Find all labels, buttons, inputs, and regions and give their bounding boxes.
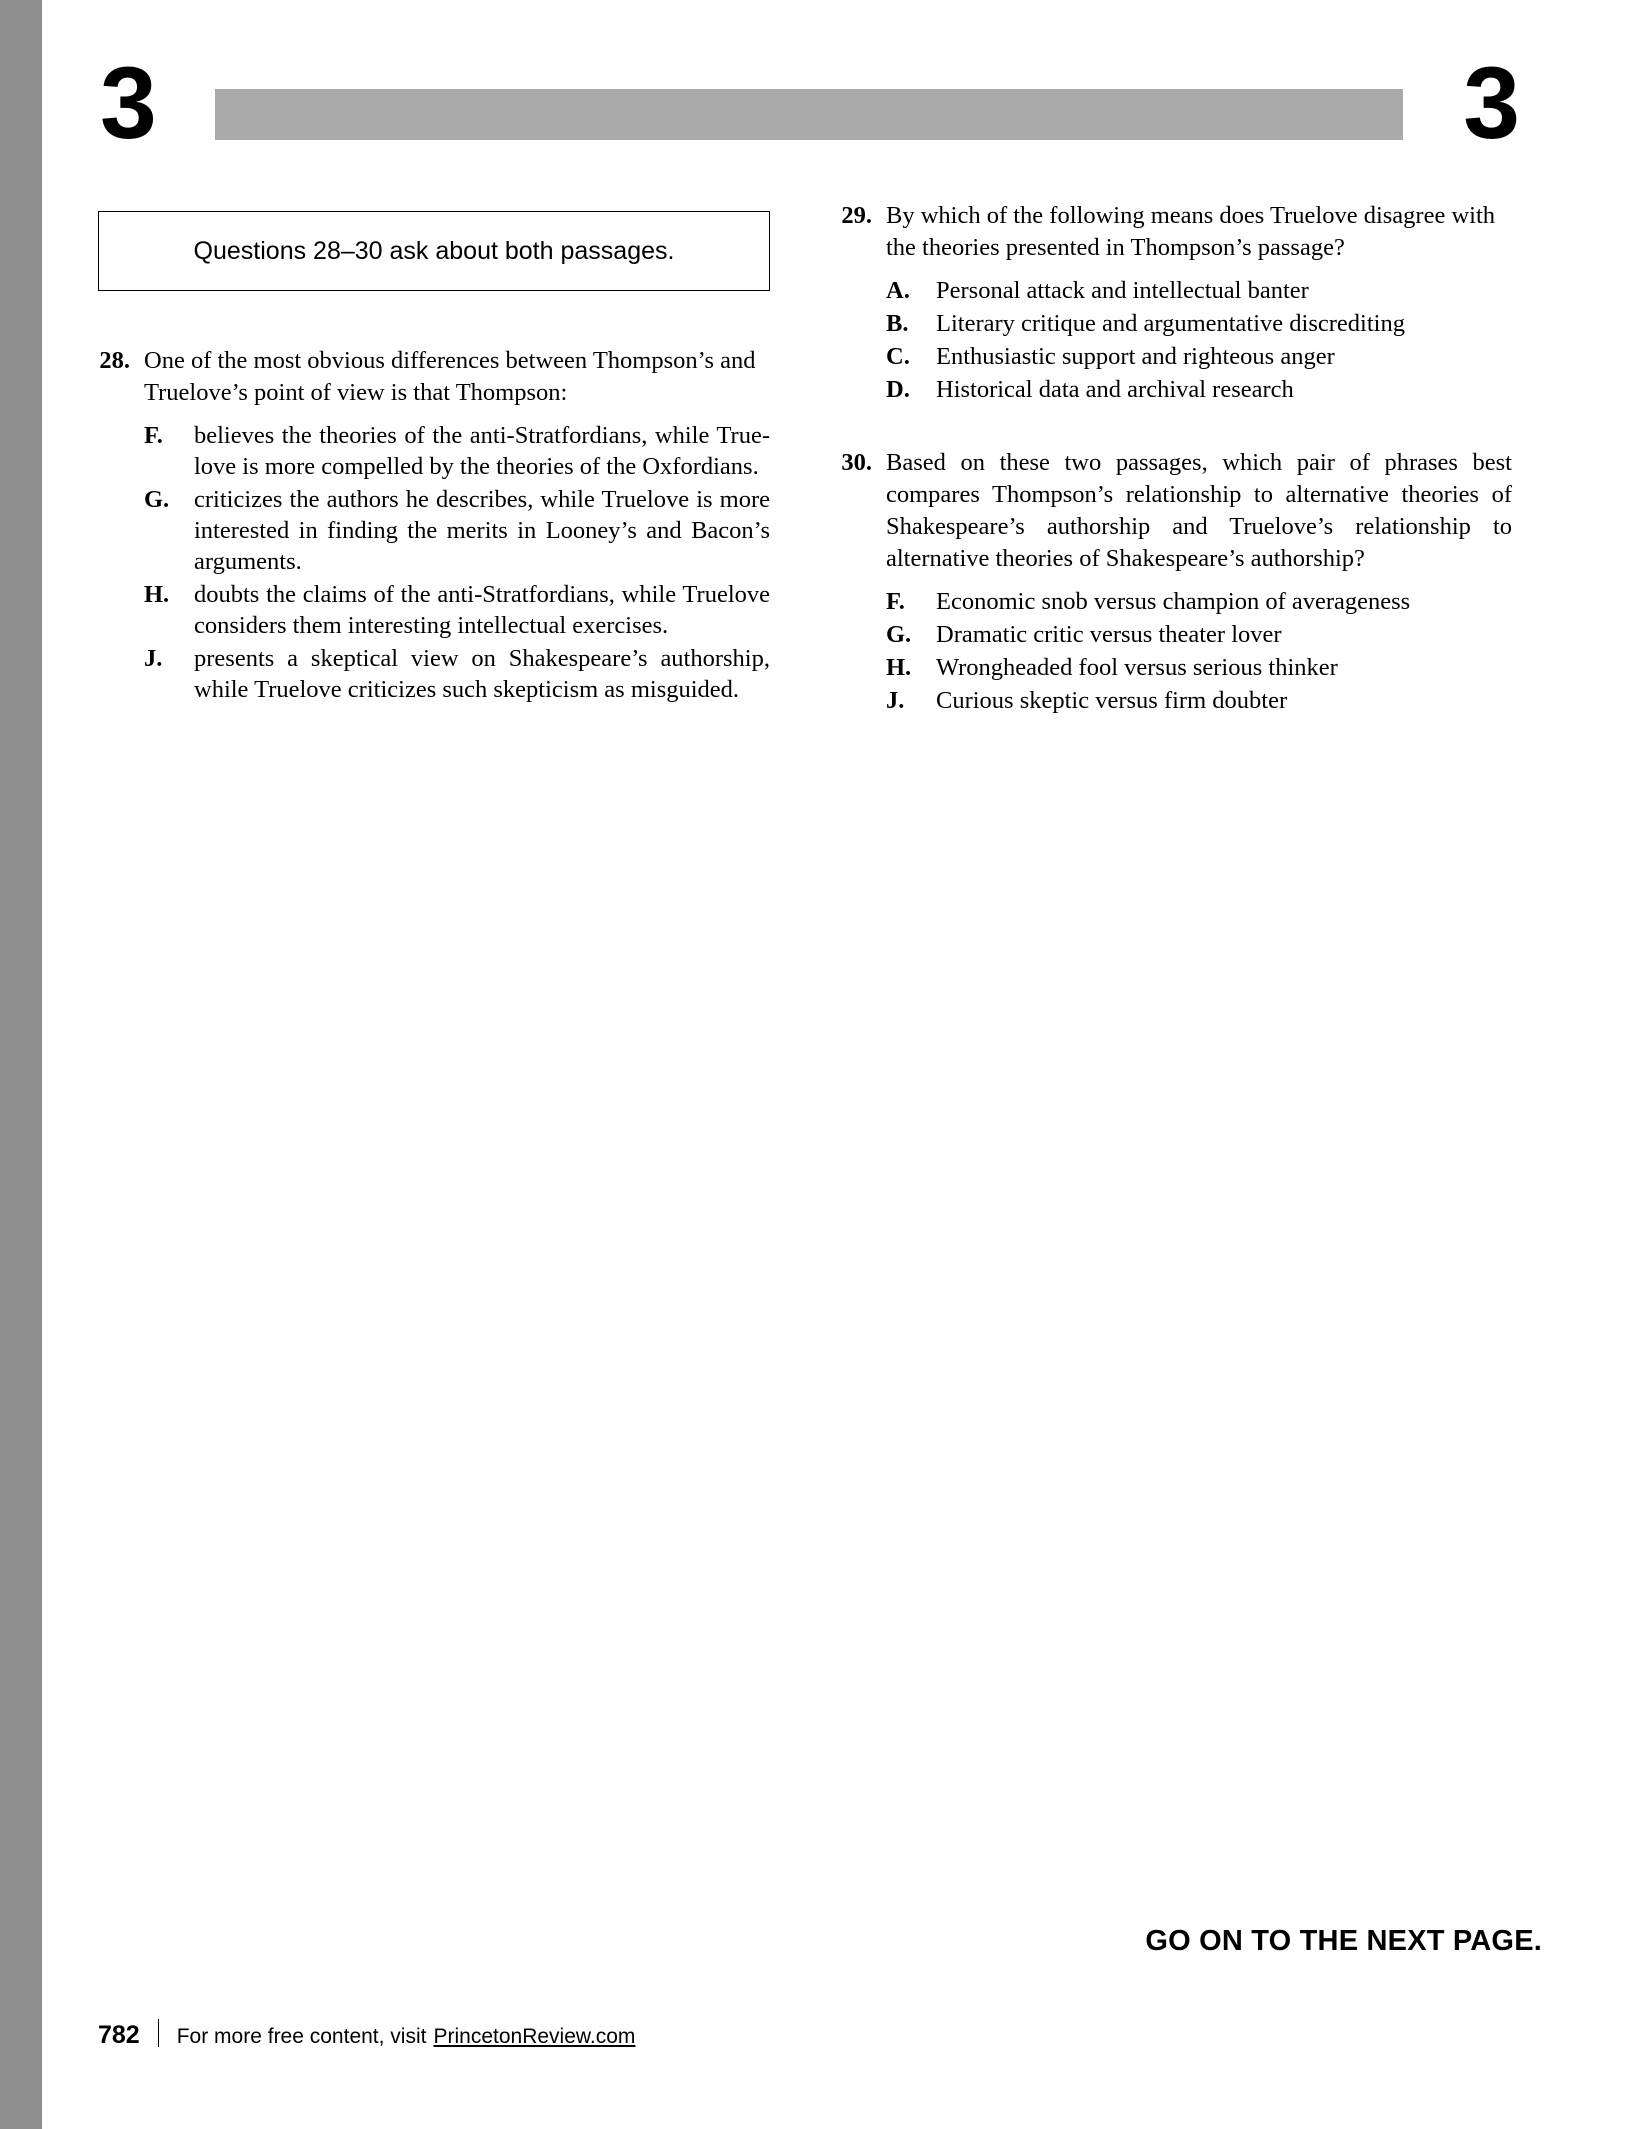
footer-link[interactable]: PrincetonReview.com bbox=[433, 2025, 636, 2048]
page-header bbox=[100, 46, 1520, 162]
choice-text: Personal attack and intellectual banter bbox=[936, 277, 1309, 304]
answer-choice[interactable] bbox=[886, 308, 1512, 339]
answer-choice[interactable] bbox=[144, 643, 770, 705]
page-footer bbox=[98, 2015, 635, 2050]
footer-divider bbox=[158, 2019, 159, 2047]
answer-choices bbox=[840, 586, 1512, 716]
question-number: 29. bbox=[841, 202, 872, 229]
choice-text: Literary critique and argumentative discrediting bbox=[936, 310, 1405, 337]
choice-text: doubts the claims of the anti-Stratfordians, while Truelove considers them interesting intellectual exercises. bbox=[194, 581, 770, 639]
question-stem: By which of the following means does Truelove disagree with the theories presented in Thompson’s passage? bbox=[886, 202, 1496, 261]
question-29 bbox=[840, 200, 1512, 405]
answer-choice[interactable] bbox=[886, 619, 1512, 650]
choice-letter: D. bbox=[886, 376, 910, 403]
answer-choices bbox=[840, 275, 1512, 405]
answer-choices bbox=[98, 420, 770, 705]
choice-letter: F. bbox=[886, 588, 905, 615]
choice-letter: J. bbox=[886, 687, 905, 714]
choice-text: Dramatic critic versus theater lover bbox=[936, 621, 1282, 648]
choice-letter: F. bbox=[144, 422, 163, 449]
answer-choice[interactable] bbox=[886, 586, 1512, 617]
answer-choice[interactable] bbox=[886, 275, 1512, 306]
choice-letter: B. bbox=[886, 310, 909, 337]
answer-choice[interactable] bbox=[144, 484, 770, 577]
column-left bbox=[98, 345, 770, 735]
page-left-gutter-bar bbox=[0, 0, 42, 2129]
footer-text: For more free content, visit bbox=[176, 2025, 427, 2048]
answer-choice[interactable] bbox=[886, 685, 1512, 716]
go-on-notice: GO ON TO THE NEXT PAGE. bbox=[1145, 1925, 1542, 1957]
column-right bbox=[840, 200, 1512, 746]
choice-text: Curious skeptic versus firm doubter bbox=[936, 687, 1288, 714]
answer-choice[interactable] bbox=[886, 652, 1512, 683]
question-stem: Based on these two passages, which pair of phrases best compares Thompson’s relationship to alternative theories of Shakespeare’s authorship and Truelove’s relationship to alternative theories of Shakespeare’s authorship? bbox=[886, 449, 1512, 572]
question-stem: One of the most obvious differences between Thompson’s and Truelove’s point of view is that Thompson: bbox=[144, 347, 756, 406]
question-number: 28. bbox=[99, 347, 130, 374]
choice-text: Enthusiastic support and righteous anger bbox=[936, 343, 1335, 370]
directions-text: Questions 28–30 ask about both passages. bbox=[193, 236, 675, 265]
answer-choice[interactable] bbox=[144, 579, 770, 641]
choice-letter: J. bbox=[144, 645, 163, 672]
question-number: 30. bbox=[841, 449, 872, 476]
answer-choice[interactable] bbox=[886, 374, 1512, 405]
answer-choice[interactable] bbox=[886, 341, 1512, 372]
choice-text: believes the theories of the anti-Stratfordians, while True-love is more compelled by the theories of the Oxfordians. bbox=[194, 422, 770, 480]
question-30 bbox=[840, 447, 1512, 716]
choice-text: criticizes the authors he describes, while Truelove is more interested in finding the merits in Looney’s and Bacon’s arguments. bbox=[194, 486, 770, 575]
choice-text: Economic snob versus champion of averageness bbox=[936, 588, 1411, 615]
choice-letter: C. bbox=[886, 343, 910, 370]
choice-text: Wrongheaded fool versus serious thinker bbox=[936, 654, 1338, 681]
choice-letter: H. bbox=[886, 654, 912, 681]
choice-letter: A. bbox=[886, 277, 910, 304]
choice-letter: G. bbox=[144, 486, 170, 513]
answer-choice[interactable] bbox=[144, 420, 770, 482]
question-28 bbox=[98, 345, 770, 705]
choice-text: presents a skeptical view on Shakespeare’s authorship, while Truelove criticizes such skepticism as misguided. bbox=[194, 645, 770, 703]
directions-box bbox=[98, 211, 770, 291]
choice-letter: H. bbox=[144, 581, 170, 608]
page-number: 782 bbox=[98, 2021, 140, 2049]
header-gray-bar bbox=[215, 89, 1403, 140]
section-number-left: 3 bbox=[100, 46, 157, 160]
choice-letter: G. bbox=[886, 621, 912, 648]
section-number-right: 3 bbox=[1463, 46, 1520, 160]
choice-text: Historical data and archival research bbox=[936, 376, 1294, 403]
